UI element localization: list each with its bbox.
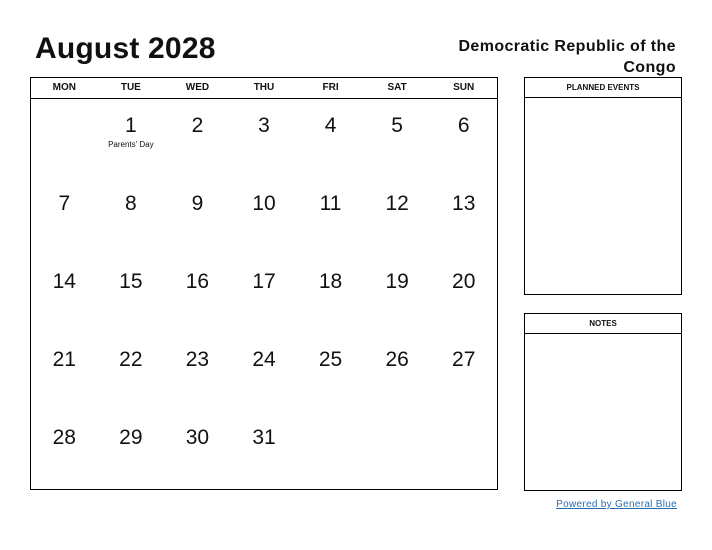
day-number bbox=[364, 411, 431, 426]
day-number bbox=[297, 411, 364, 426]
day-number: 4 bbox=[324, 114, 337, 137]
day-number bbox=[430, 411, 497, 426]
day-cell bbox=[297, 411, 364, 489]
day-cell bbox=[164, 411, 231, 489]
day-cell bbox=[31, 99, 98, 177]
calendar-days bbox=[31, 99, 497, 489]
day-cell bbox=[297, 99, 364, 177]
day-number: 20 bbox=[452, 270, 476, 293]
day-cell bbox=[430, 333, 497, 411]
notes-header: NOTES bbox=[525, 314, 681, 334]
day-cell bbox=[364, 177, 431, 255]
calendar-grid bbox=[30, 77, 498, 490]
notes-panel bbox=[524, 313, 682, 491]
weekday-sun: SUN bbox=[453, 82, 475, 93]
day-cell bbox=[31, 177, 98, 255]
day-cell bbox=[364, 411, 431, 489]
day-number: 15 bbox=[119, 270, 143, 293]
holiday-label: Parents' Day bbox=[108, 140, 154, 149]
day-number: 3 bbox=[258, 114, 270, 137]
day-number: 7 bbox=[58, 192, 71, 215]
day-cell bbox=[31, 411, 98, 489]
day-number: 11 bbox=[319, 192, 342, 215]
day-number: 22 bbox=[119, 348, 143, 371]
day-number: 30 bbox=[185, 426, 210, 449]
planned-events-panel bbox=[524, 77, 682, 295]
day-number: 23 bbox=[185, 348, 210, 371]
day-number: 25 bbox=[318, 348, 343, 371]
day-number: 29 bbox=[119, 426, 143, 449]
day-cell bbox=[231, 333, 298, 411]
day-number: 24 bbox=[252, 348, 276, 371]
day-number: 6 bbox=[457, 114, 470, 137]
day-number: 12 bbox=[385, 192, 409, 215]
day-cell bbox=[430, 255, 497, 333]
day-cell bbox=[430, 99, 497, 177]
day-cell bbox=[98, 411, 165, 489]
day-number: 28 bbox=[52, 426, 76, 449]
weekday-thu: THU bbox=[253, 82, 275, 93]
day-number: 1 bbox=[125, 114, 137, 137]
weekday-tue: TUE bbox=[120, 82, 141, 93]
day-number: 19 bbox=[385, 270, 409, 293]
weekday-fri: FRI bbox=[322, 82, 339, 93]
day-cell bbox=[430, 411, 497, 489]
day-number: 16 bbox=[185, 270, 210, 293]
day-number: 26 bbox=[385, 348, 409, 371]
day-cell bbox=[297, 333, 364, 411]
day-cell bbox=[98, 177, 165, 255]
day-cell bbox=[31, 255, 98, 333]
day-cell bbox=[98, 333, 165, 411]
day-cell bbox=[231, 255, 298, 333]
day-number bbox=[31, 99, 98, 114]
day-number: 10 bbox=[252, 192, 276, 215]
day-cell bbox=[297, 177, 364, 255]
weekday-mon: MON bbox=[52, 82, 76, 93]
day-number: 31 bbox=[252, 426, 276, 449]
day-number: 9 bbox=[191, 192, 204, 215]
day-cell bbox=[231, 99, 298, 177]
weekday-wed: WED bbox=[185, 82, 210, 93]
day-cell bbox=[231, 177, 298, 255]
day-number: 2 bbox=[191, 114, 204, 137]
country-name: Democratic Republic of the Congo bbox=[458, 38, 676, 76]
day-number: 13 bbox=[452, 192, 476, 215]
planned-events-header: PLANNED EVENTS bbox=[525, 78, 681, 98]
day-number: 5 bbox=[391, 114, 403, 137]
day-cell bbox=[364, 255, 431, 333]
day-cell bbox=[364, 99, 431, 177]
day-cell bbox=[164, 333, 231, 411]
day-cell bbox=[31, 333, 98, 411]
day-cell bbox=[164, 99, 231, 177]
day-number: 17 bbox=[252, 270, 276, 293]
day-cell bbox=[164, 255, 231, 333]
powered-by-link[interactable]: Powered by General Blue bbox=[556, 499, 677, 510]
day-cell bbox=[98, 255, 165, 333]
day-number: 21 bbox=[52, 348, 76, 371]
day-number: 27 bbox=[452, 348, 476, 371]
day-number: 14 bbox=[52, 270, 76, 293]
day-cell bbox=[430, 177, 497, 255]
day-cell bbox=[297, 255, 364, 333]
day-number: 18 bbox=[318, 270, 343, 293]
weekday-sat: SAT bbox=[387, 82, 407, 93]
day-cell bbox=[364, 333, 431, 411]
day-number: 8 bbox=[125, 192, 137, 215]
day-cell bbox=[98, 99, 165, 177]
page-title: August 2028 bbox=[35, 32, 216, 65]
day-cell bbox=[231, 411, 298, 489]
weekday-header-row bbox=[31, 78, 497, 99]
day-cell bbox=[164, 177, 231, 255]
